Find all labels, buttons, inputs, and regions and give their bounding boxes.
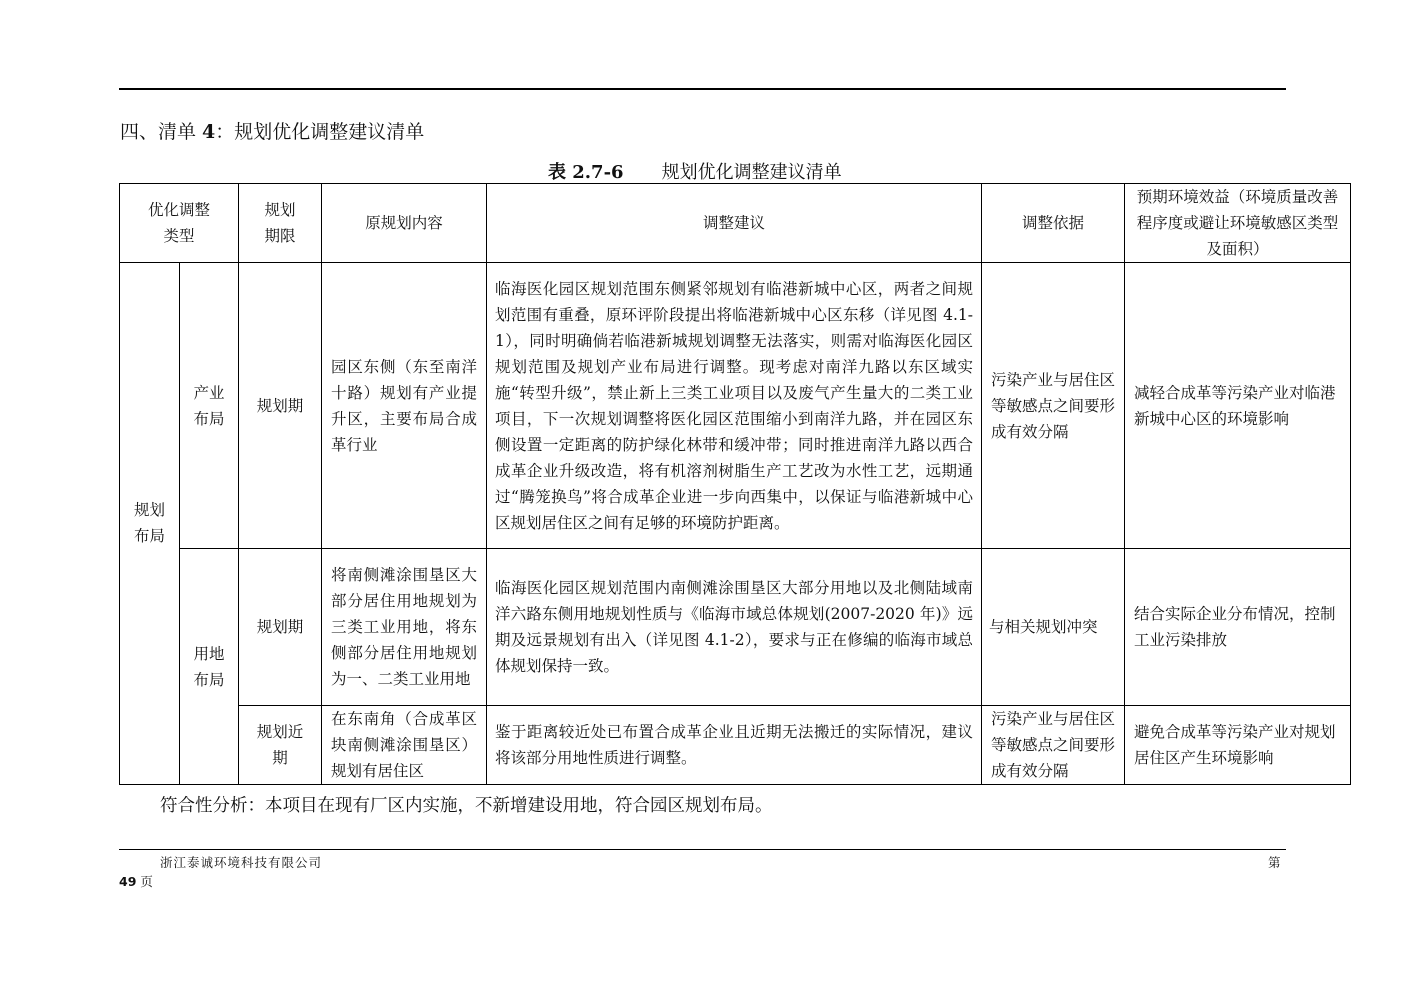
table-row	[120, 549, 1351, 706]
period-cell: 规划期	[239, 549, 322, 706]
subtype-cell: 用地布局	[180, 549, 239, 785]
header-benefit: 预期环境效益（环境质量改善程序度或避让环境敏感区类型及面积）	[1125, 184, 1351, 263]
original-cell: 在东南角（合成革区块南侧滩涂围垦区）规划有居住区	[322, 706, 487, 785]
footer-company: 浙江泰诚环境科技有限公司	[160, 855, 323, 870]
suggestion-cell: 临海医化园区规划范围内南侧滩涂围垦区大部分用地以及北侧陆域南洋六路东侧用地规划性质与《临海市域总体规划(2007-2020 年)》远期及远景规划有出入（详见图 4.1-2），要求与正在修编的临海市域总体规划保持一致。	[487, 549, 982, 706]
footer-page-prefix: 第	[1268, 855, 1281, 870]
section-number: 4	[202, 121, 216, 143]
benefit-cell: 避免合成革等污染产业对规划居住区产生环境影响	[1125, 706, 1351, 785]
adjustment-table	[119, 183, 1351, 785]
footer-rule	[119, 849, 1286, 850]
original-cell: 园区东侧（东至南洋十路）规划有产业提升区，主要布局合成革行业	[322, 263, 487, 549]
benefit-cell: 结合实际企业分布情况，控制工业污染排放	[1125, 549, 1351, 706]
subtype-cell: 产业布局	[180, 263, 239, 549]
header-rule	[119, 88, 1286, 90]
table-row	[120, 263, 1351, 549]
basis-cell: 污染产业与居住区等敏感点之间要形成有效分隔	[982, 263, 1125, 549]
header-suggestion: 调整建议	[487, 184, 982, 263]
period-cell: 规划期	[239, 263, 322, 549]
table-number: 表 2.7-6	[548, 162, 624, 183]
original-cell: 将南侧滩涂围垦区大部分居住用地规划为三类工业用地，将东侧部分居住用地规划为一、二类工业用地	[322, 549, 487, 706]
basis-cell: 污染产业与居住区等敏感点之间要形成有效分隔	[982, 706, 1125, 785]
table-title: 规划优化调整建议清单	[661, 162, 842, 183]
conformity-analysis: 符合性分析：本项目在现有厂区内实施，不新增建设用地，符合园区规划布局。	[160, 796, 773, 816]
header-basis: 调整依据	[982, 184, 1125, 263]
table-caption	[548, 158, 842, 184]
category-cell: 规划布局	[120, 263, 180, 785]
suggestion-cell: 鉴于距离较近处已布置合成革企业且近期无法搬迁的实际情况，建议将该部分用地性质进行调整。	[487, 706, 982, 785]
benefit-cell: 减轻合成革等污染产业对临港新城中心区的环境影响	[1125, 263, 1351, 549]
table-header-row	[120, 184, 1351, 263]
table-row	[120, 706, 1351, 785]
period-cell: 规划近期	[239, 706, 322, 785]
basis-cell: 与相关规划冲突	[982, 549, 1125, 706]
suggestion-cell: 临海医化园区规划范围东侧紧邻规划有临港新城中心区，两者之间规划范围有重叠，原环评阶段提出将临港新城中心区东移（详见图 4.1-1），同时明确倘若临港新城规划调整无法落实，则需对临海医化园区规划范围及规划产业布局进行调整。现考虑对南洋九路以东区域实施“转型升级”，禁止新上三类工业项目以及废气产生量大的二类工业项目，下一次规划调整将医化园区范围缩小到南洋九路，并在园区东侧设置一定距离的防护绿化林带和缓冲带；同时推进南洋九路以西合成革企业升级改造，将有机溶剂树脂生产工艺改为水性工艺，远期通过“腾笼换鸟”将合成革企业进一步向西集中，以保证与临港新城中心区规划居住区之间有足够的环境防护距离。	[487, 263, 982, 549]
header-type: 优化调整类型	[120, 184, 239, 263]
footer-page-number: 49 页	[119, 874, 153, 889]
section-heading: 四、清单 4：规划优化调整建议清单	[120, 121, 425, 143]
header-period: 规划期限	[239, 184, 322, 263]
header-original: 原规划内容	[322, 184, 487, 263]
